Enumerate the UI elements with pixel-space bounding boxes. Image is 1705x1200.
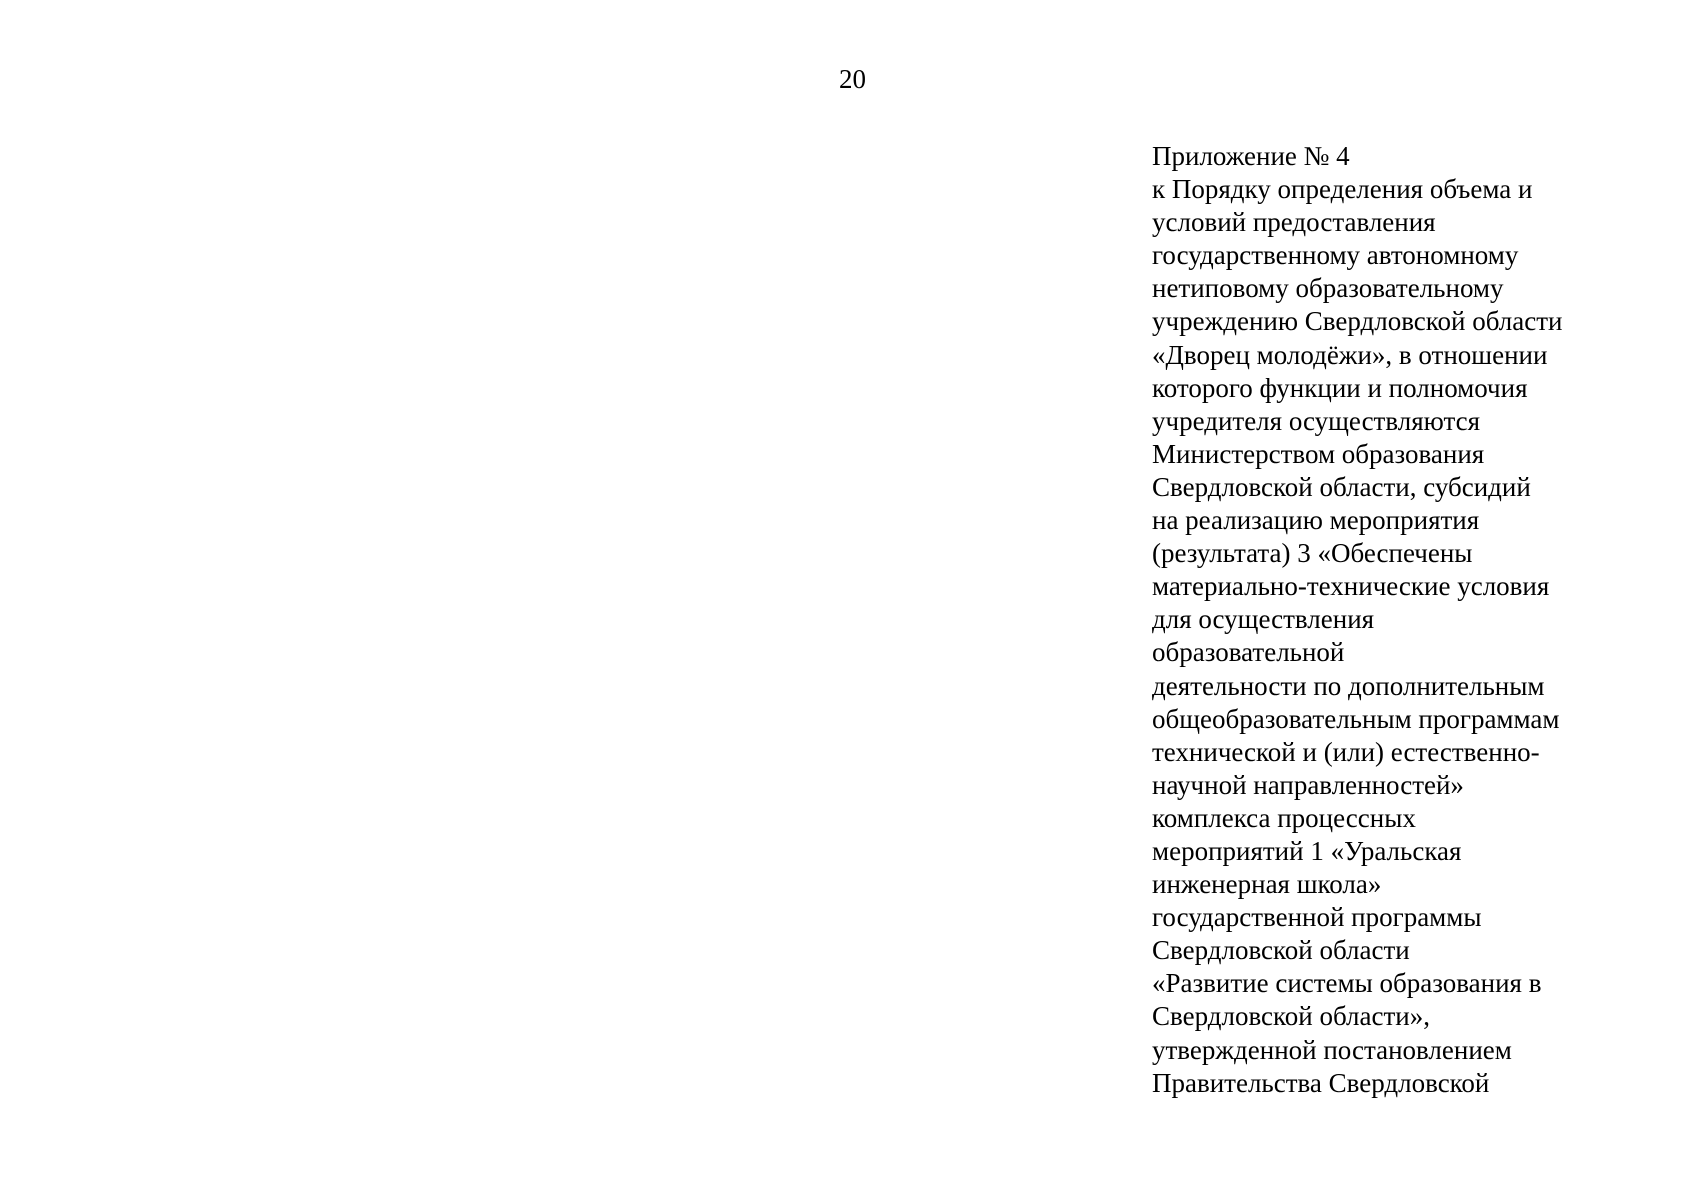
appendix-line: деятельности по дополнительным xyxy=(1152,670,1545,701)
appendix-line: технической и (или) естественно- xyxy=(1152,736,1540,767)
appendix-line: комплекса процессных xyxy=(1152,802,1416,833)
appendix-line: учреждению Свердловской области xyxy=(1152,306,1563,337)
appendix-heading-block xyxy=(1152,140,1672,1100)
appendix-line: учредителя осуществляются xyxy=(1152,405,1480,436)
appendix-line: которого функции и полномочия xyxy=(1152,372,1528,403)
appendix-line: утвержденной постановлением xyxy=(1152,1034,1512,1065)
appendix-line: общеобразовательным программам xyxy=(1152,703,1560,734)
appendix-line: Министерством образования xyxy=(1152,438,1485,469)
appendix-line: Свердловской области xyxy=(1152,935,1410,966)
appendix-line: на реализацию мероприятия xyxy=(1152,505,1480,536)
appendix-line: к Порядку определения объема и xyxy=(1152,174,1533,205)
appendix-line: государственной программы xyxy=(1152,902,1482,933)
appendix-line: Приложение № 4 xyxy=(1152,141,1350,171)
appendix-line: нетиповому образовательному xyxy=(1152,273,1504,304)
appendix-line: Свердловской области», xyxy=(1152,1001,1430,1032)
appendix-line: образовательной xyxy=(1152,637,1345,668)
appendix-line: для осуществления xyxy=(1152,604,1375,635)
appendix-line: Свердловской области, субсидий xyxy=(1152,471,1531,502)
page-number: 20 xyxy=(839,64,866,94)
appendix-line: государственному автономному xyxy=(1152,240,1519,271)
appendix-line: материально-технические условия xyxy=(1152,571,1550,602)
appendix-line: «Развитие системы образования в xyxy=(1152,968,1542,999)
appendix-line: научной направленностей» xyxy=(1152,769,1464,800)
appendix-line: мероприятий 1 «Уральская xyxy=(1152,835,1462,866)
appendix-line: условий предоставления xyxy=(1152,207,1436,238)
appendix-line: Правительства Свердловской xyxy=(1152,1067,1490,1098)
appendix-line: инженерная школа» xyxy=(1152,869,1382,900)
appendix-line: (результата) 3 «Обеспечены xyxy=(1152,538,1473,569)
appendix-line: «Дворец молодёжи», в отношении xyxy=(1152,339,1548,370)
